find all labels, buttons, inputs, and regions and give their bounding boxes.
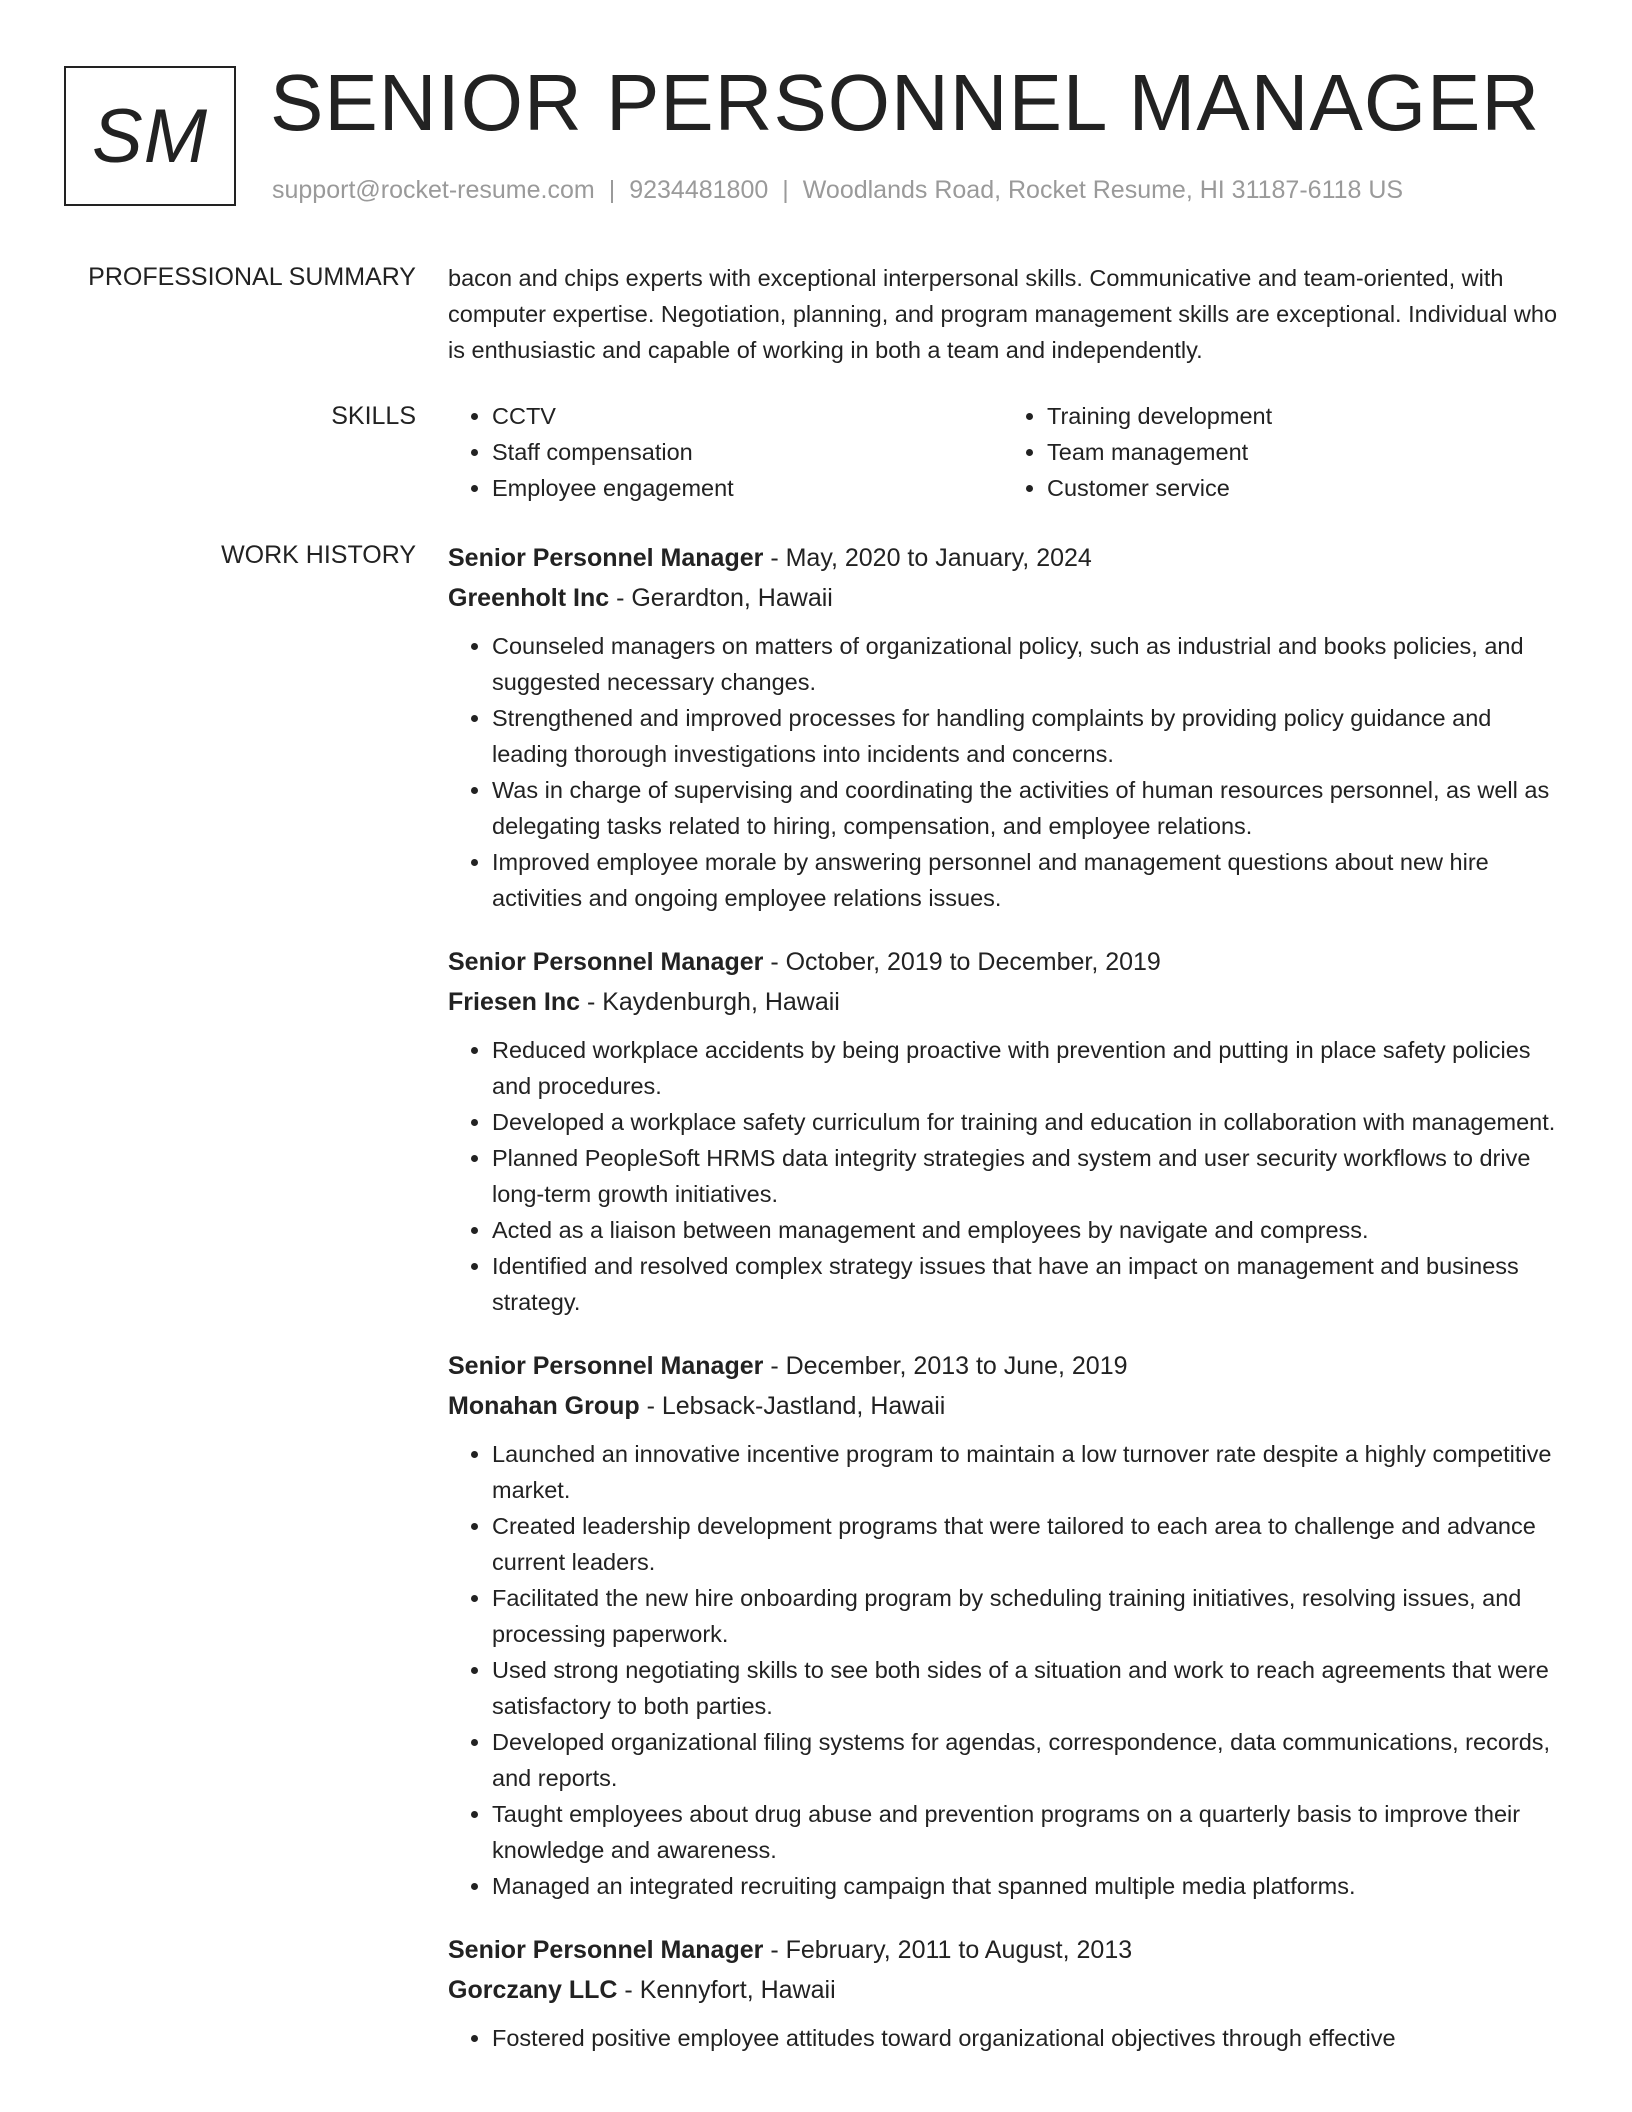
skills-column-1	[448, 398, 1003, 506]
job-bullet: • Developed a workplace safety curriculum for training and education in collaboration with management.	[492, 1104, 1558, 1140]
job-bullet: • Reduced workplace accidents by being proactive with prevention and putting in place safety policies and procedures.	[492, 1032, 1558, 1104]
work-history	[448, 538, 1558, 2082]
job-company-line	[448, 982, 1558, 1022]
job-bullets	[448, 1032, 1558, 1320]
job-title: Senior Personnel Manager	[448, 1352, 764, 1380]
contact-phone: 9234481800	[629, 176, 769, 204]
skill-item: • Employee engagement	[492, 470, 1003, 506]
job-bullet: • Managed an integrated recruiting campaign that spanned multiple media platforms.	[492, 1868, 1558, 1904]
skill-item: • Training development	[1047, 398, 1558, 434]
job-company: Friesen Inc	[448, 988, 580, 1016]
job-location: - Lebsack-Jastland, Hawaii	[639, 1392, 946, 1420]
job-title: Senior Personnel Manager	[448, 1936, 764, 1964]
job-bullet: • Strengthened and improved processes for handling complaints by providing policy guidance and leading thorough investigations into incidents and concerns.	[492, 700, 1558, 772]
contact-separator: |	[782, 176, 789, 204]
section-label-summary: PROFESSIONAL SUMMARY	[88, 263, 416, 291]
job-entry	[448, 1930, 1558, 2056]
job-company: Greenholt Inc	[448, 584, 610, 612]
job-location: - Gerardton, Hawaii	[609, 584, 833, 612]
job-title-line	[448, 538, 1558, 578]
job-dates: - December, 2013 to June, 2019	[763, 1352, 1128, 1380]
skills-column-2	[1003, 398, 1558, 506]
job-bullet: • Planned PeopleSoft HRMS data integrity strategies and system and user security workflows to drive long-term growth initiatives.	[492, 1140, 1558, 1212]
contact-address: Woodlands Road, Rocket Resume, HI 31187-6118 US	[802, 176, 1404, 204]
job-company: Monahan Group	[448, 1392, 640, 1420]
job-title-line	[448, 1930, 1558, 1970]
job-bullet: • Improved employee morale by answering personnel and management questions about new hire activities and ongoing employee relations issues.	[492, 844, 1558, 916]
skills-list	[448, 398, 1558, 506]
job-bullet: • Fostered positive employee attitudes toward organizational objectives through effective	[492, 2020, 1558, 2056]
resume-title: SENIOR PERSONNEL MANAGER	[270, 58, 1541, 147]
job-entry	[448, 942, 1558, 1320]
contact-line	[272, 174, 1403, 206]
job-bullet: • Facilitated the new hire onboarding program by scheduling training initiatives, resolving issues, and processing paperwork.	[492, 1580, 1558, 1652]
job-company-line	[448, 1970, 1558, 2010]
job-title: Senior Personnel Manager	[448, 948, 764, 976]
job-bullets	[448, 1436, 1558, 1904]
job-dates: - February, 2011 to August, 2013	[763, 1936, 1133, 1964]
job-bullets	[448, 628, 1558, 916]
job-bullet: • Counseled managers on matters of organizational policy, such as industrial and books policies, and suggested necessary changes.	[492, 628, 1558, 700]
job-bullet: • Developed organizational filing systems for agendas, correspondence, data communications, records, and reports.	[492, 1724, 1558, 1796]
skill-item: • CCTV	[492, 398, 1003, 434]
section-label-skills: SKILLS	[331, 402, 416, 430]
job-bullet: • Identified and resolved complex strategy issues that have an impact on management and business strategy.	[492, 1248, 1558, 1320]
skill-item: • Staff compensation	[492, 434, 1003, 470]
job-company-line	[448, 1386, 1558, 1426]
job-dates: - May, 2020 to January, 2024	[763, 544, 1092, 572]
job-bullet: • Used strong negotiating skills to see both sides of a situation and work to reach agreements that were satisfactory to both parties.	[492, 1652, 1558, 1724]
job-bullet: • Acted as a liaison between management and employees by navigate and compress.	[492, 1212, 1558, 1248]
job-title-line	[448, 942, 1558, 982]
monogram-initials: SM	[92, 93, 208, 179]
skill-item: • Team management	[1047, 434, 1558, 470]
job-company-line	[448, 578, 1558, 618]
contact-separator: |	[608, 176, 616, 204]
job-entry	[448, 1346, 1558, 1904]
job-bullets	[448, 2020, 1558, 2056]
job-entry	[448, 538, 1558, 916]
job-location: - Kaydenburgh, Hawaii	[580, 988, 840, 1016]
job-bullet: • Created leadership development programs that were tailored to each area to challenge and advance current leaders.	[492, 1508, 1558, 1580]
job-title: Senior Personnel Manager	[448, 544, 764, 572]
summary-text: bacon and chips experts with exceptional interpersonal skills. Communicative and team-oriented, with computer expertise. Negotiation, planning, and program management skills are exceptional. Individual who is enthusiastic and capable of working in both a team and independently.	[448, 265, 1558, 363]
skill-item: • Customer service	[1047, 470, 1558, 506]
job-dates: - October, 2019 to December, 2019	[763, 948, 1161, 976]
job-company: Gorczany LLC	[448, 1976, 618, 2004]
section-label-work-history: WORK HISTORY	[221, 541, 416, 569]
job-location: - Kennyfort, Hawaii	[617, 1976, 836, 2004]
job-title-line	[448, 1346, 1558, 1386]
job-bullet: • Taught employees about drug abuse and prevention programs on a quarterly basis to improve their knowledge and awareness.	[492, 1796, 1558, 1868]
job-bullet: • Launched an innovative incentive program to maintain a low turnover rate despite a highly competitive market.	[492, 1436, 1558, 1508]
job-bullet: • Was in charge of supervising and coordinating the activities of human resources personnel, as well as delegating tasks related to hiring, compensation, and employee relations.	[492, 772, 1558, 844]
monogram-box	[64, 66, 236, 206]
contact-email: support@rocket-resume.com	[272, 176, 595, 204]
